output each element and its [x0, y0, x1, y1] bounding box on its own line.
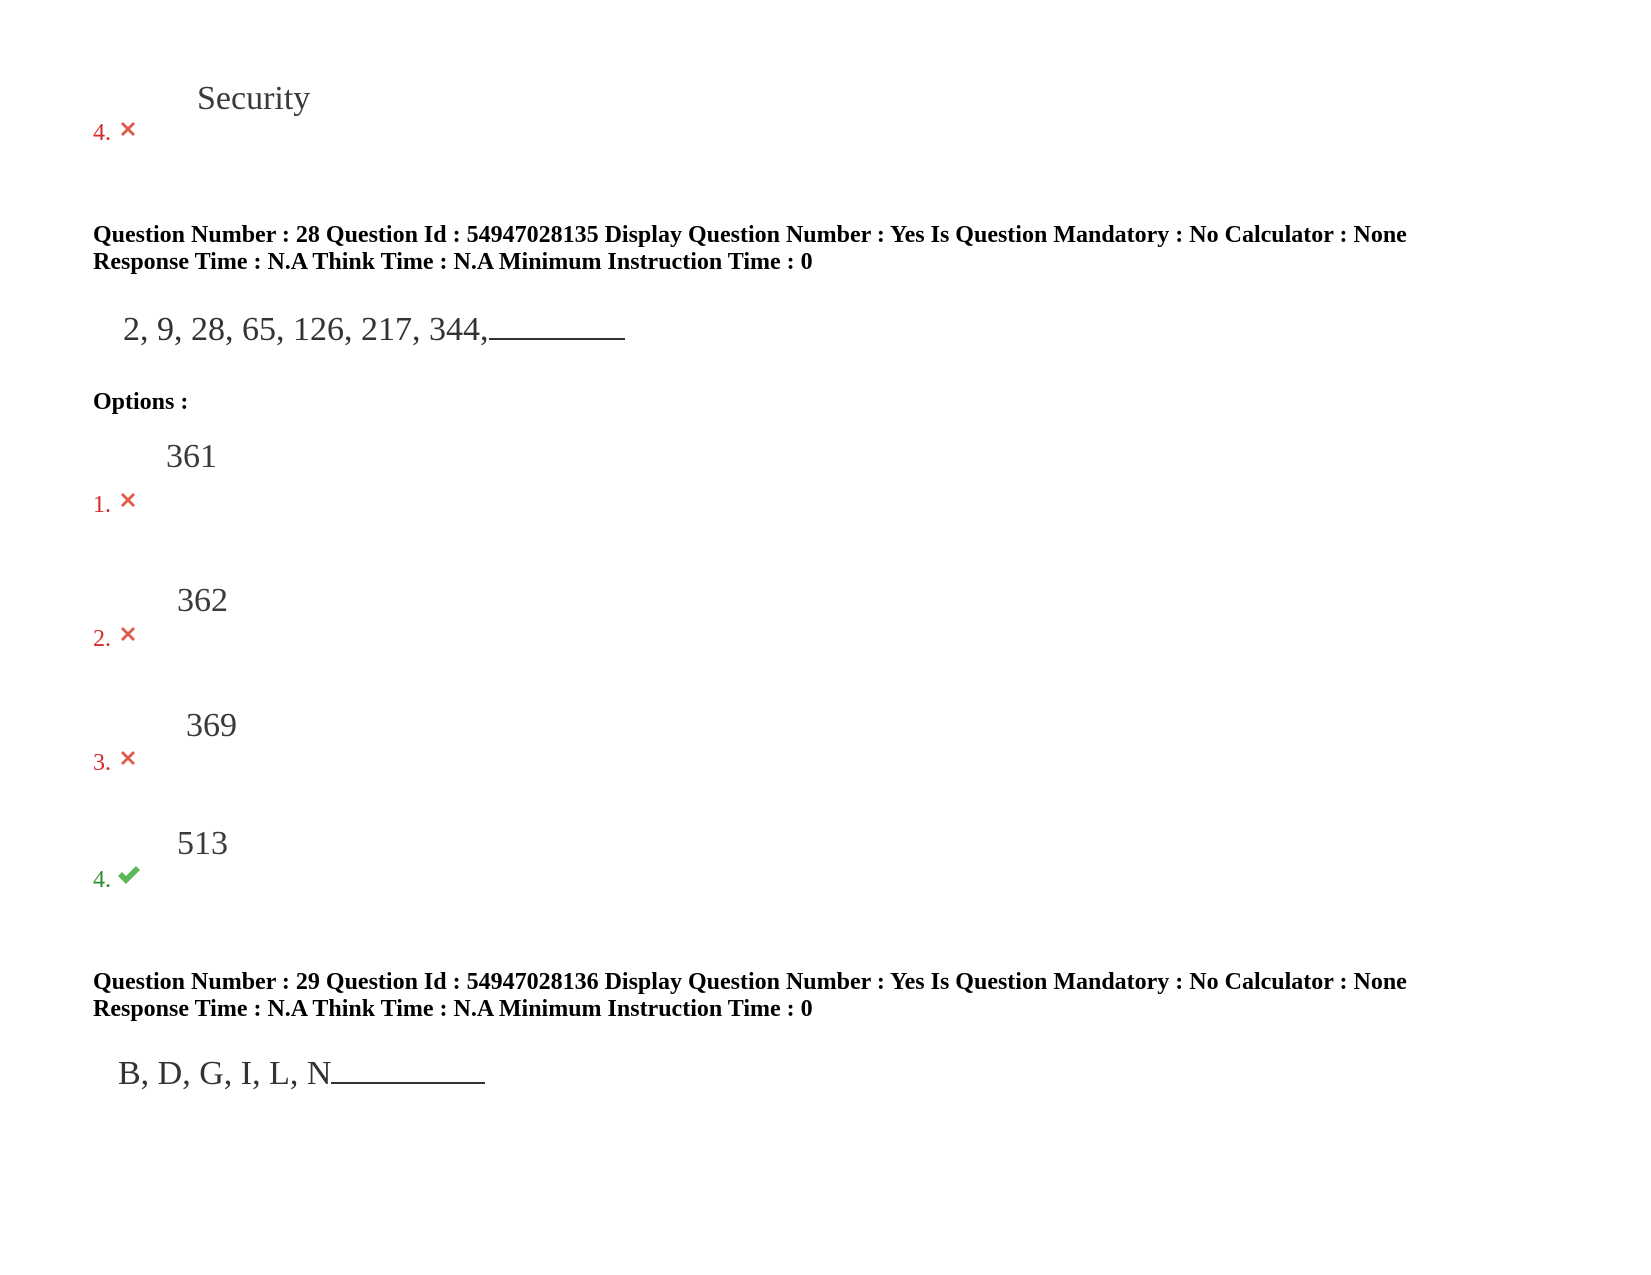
cross-icon: [117, 747, 139, 769]
cross-icon: [117, 623, 139, 645]
q28-options-label: Options :: [93, 389, 189, 415]
prev-option-4-number: 4.: [93, 120, 111, 146]
q28-option-2-text: 362: [177, 582, 228, 619]
check-icon: [116, 864, 142, 886]
prev-option-4-text: Security: [197, 80, 311, 117]
q29-series: [118, 1052, 485, 1094]
q28-answer-blank: [489, 308, 625, 340]
q28-meta-line2: Response Time : N.A Think Time : N.A Minimum Instruction Time : 0: [93, 249, 813, 275]
q28-meta-line1: Question Number : 28 Question Id : 54947028135 Display Question Number : Yes Is Question Mandatory : No Calculator : None: [93, 222, 1407, 248]
q28-option-4-number: 4.: [93, 867, 111, 893]
q28-option-4-text: 513: [177, 825, 228, 862]
q28-series: [123, 308, 625, 350]
q28-option-1-number: 1.: [93, 492, 111, 518]
cross-icon: [117, 118, 139, 140]
q29-meta-line2: Response Time : N.A Think Time : N.A Minimum Instruction Time : 0: [93, 996, 813, 1022]
q28-series-text: 2, 9, 28, 65, 126, 217, 344,: [123, 311, 489, 348]
q28-option-3-number: 3.: [93, 750, 111, 776]
q29-answer-blank: [331, 1052, 485, 1084]
q28-option-2-number: 2.: [93, 626, 111, 652]
q28-option-1-text: 361: [166, 438, 217, 475]
q29-series-text: B, D, G, I, L, N: [118, 1055, 332, 1092]
q28-option-3-text: 369: [186, 707, 237, 744]
cross-icon: [117, 489, 139, 511]
q29-meta-line1: Question Number : 29 Question Id : 54947028136 Display Question Number : Yes Is Question Mandatory : No Calculator : None: [93, 969, 1407, 995]
